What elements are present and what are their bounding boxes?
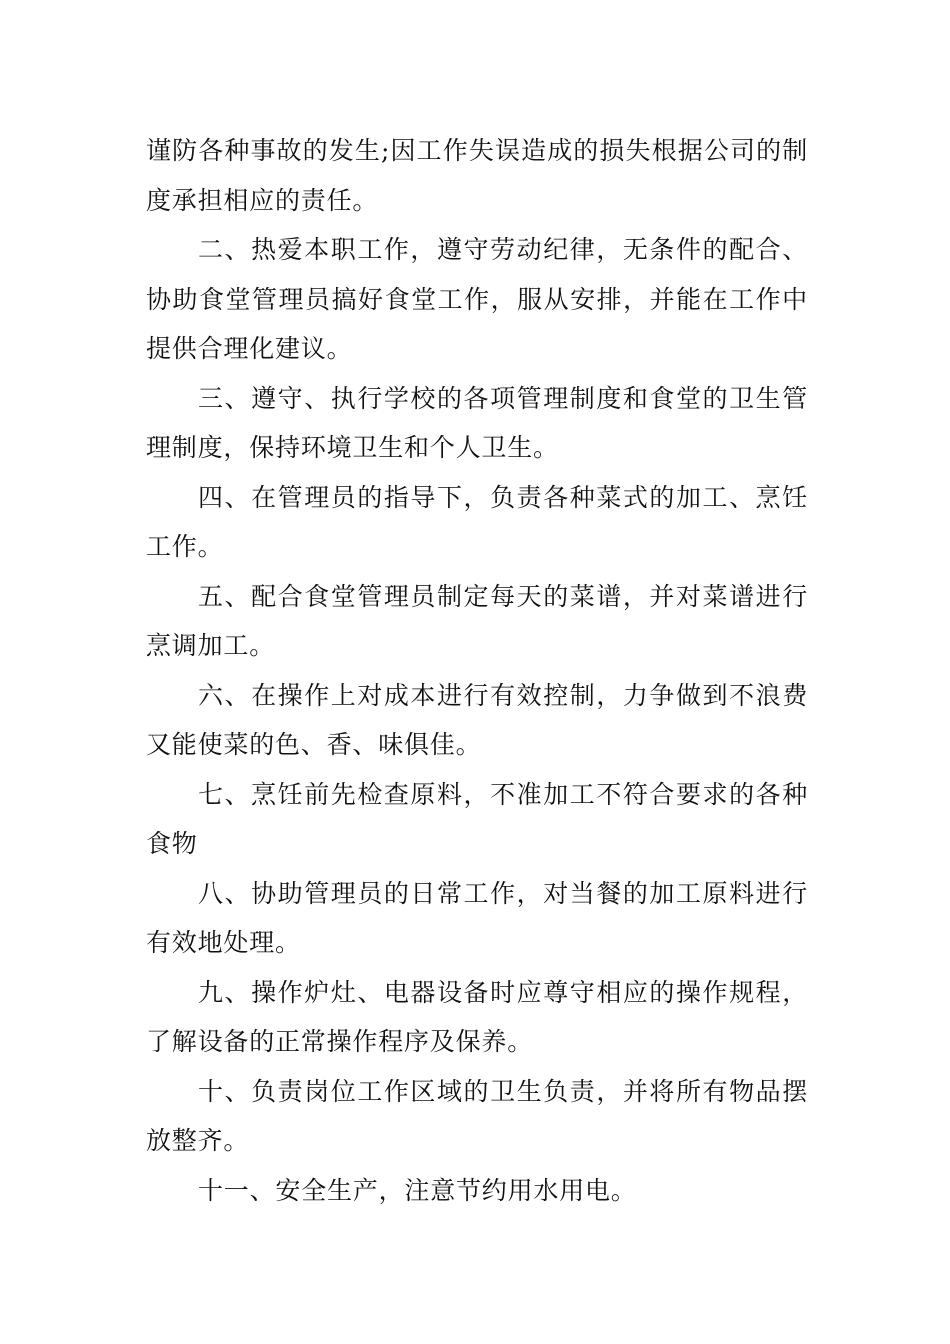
paragraph-item-6: 六、在操作上对成本进行有效控制，力争做到不浪费又能使菜的色、香、味俱佳。	[146, 680, 808, 759]
paragraph-item-2: 二、热爱本职工作，遵守劳动纪律，无条件的配合、协助食堂管理员搞好食堂工作，服从安排，并能在工作中提供合理化建议。	[146, 235, 808, 363]
paragraph-item-8: 八、协助管理员的日常工作，对当餐的加工原料进行有效地处理。	[146, 878, 808, 957]
document-body	[146, 126, 808, 1215]
paragraph-item-5: 五、配合食堂管理员制定每天的菜谱，并对菜谱进行烹调加工。	[146, 581, 808, 660]
paragraph-item-7: 七、烹饪前先检查原料，不准加工不符合要求的各种食物	[146, 779, 808, 858]
paragraph-item-9: 九、操作炉灶、电器设备时应尊守相应的操作规程，了解设备的正常操作程序及保养。	[146, 977, 808, 1056]
paragraph-item-4: 四、在管理员的指导下，负责各种菜式的加工、烹饪工作。	[146, 482, 808, 561]
paragraph-continuation: 谨防各种事故的发生;因工作失误造成的损失根据公司的制度承担相应的责任。	[146, 136, 808, 215]
paragraph-item-3: 三、遵守、执行学校的各项管理制度和食堂的卫生管理制度，保持环境卫生和个人卫生。	[146, 383, 808, 462]
paragraph-item-10: 十、负责岗位工作区域的卫生负责，并将所有物品摆放整齐。	[146, 1076, 808, 1155]
paragraph-item-11: 十一、安全生产，注意节约用水用电。	[198, 1175, 637, 1205]
